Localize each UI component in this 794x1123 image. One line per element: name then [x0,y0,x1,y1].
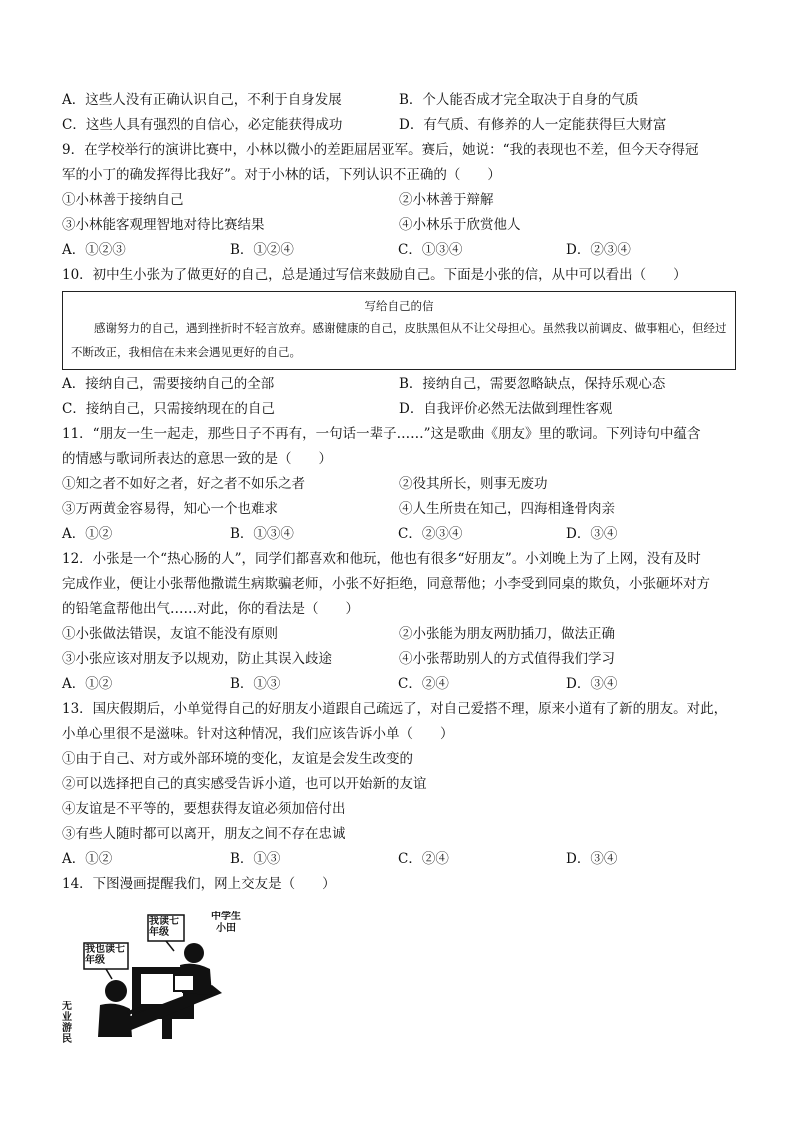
q11-option-a: A．①② [62,526,113,542]
q12-stem-line-2: 完成作业，便让小张帮他撒谎生病欺骗老师，小张不好拒绝，同意帮他；小李受到同桌的欺负，小张砸坏对方 [62,576,710,592]
q8-options-row-1 [62,88,736,113]
q10-letter-body: 感谢努力的自己，遇到挫折时不轻言放弃。感谢健康的自己，皮肤黑但从不让父母担心。虽然我以前调皮、做事粗心，但经过不断改正，我相信在未来会遇见更好的自己。 [71,321,727,359]
q12-option-c: C．②④ [398,676,449,692]
q11-statement-2: ②役其所长，则事无废功 [399,476,548,492]
q13-options-row [62,847,736,872]
q10-stem: 10．初中生小张为了做更好的自己，总是通过写信来鼓励自己。下面是小张的信，从中可以看出（ ） [62,267,687,283]
q9-option-b: B．①②④ [230,242,294,258]
q11-option-b: B．①③④ [230,526,294,542]
q8-options-row-2 [62,113,736,138]
q12-options-row [62,672,736,697]
q11-options-row [62,522,736,547]
cartoon-label-man: 无业游民 [62,1001,72,1044]
q9-option-d: D．②③④ [566,242,631,258]
q12-statements-row-1 [62,622,736,647]
q11-statements-row-2 [62,497,736,522]
q13-statement-4: ③有些人随时都可以离开，朋友之间不存在忠诚 [62,826,346,842]
q11-statement-3: ③万两黄金容易得，知心一个也难求 [62,501,278,517]
q12-option-d: D．③④ [566,676,618,692]
q12-statements-row-2 [62,647,736,672]
q8-option-c: C．这些人具有强烈的自信心，必定能获得成功 [62,117,343,133]
q12-statement-4: ④小张帮助别人的方式值得我们学习 [399,651,615,667]
q12-statement-3: ③小张应该对朋友予以规劝，防止其误入歧途 [62,651,332,667]
q13-statement-2: ②可以选择把自己的真实感受告诉小道，也可以开始新的友谊 [62,776,427,792]
q9-statements-row-1 [62,188,736,213]
q9-option-c: C．①③④ [398,242,463,258]
q10-option-b: B．接纳自己，需要忽略缺点，保持乐观心态 [399,376,666,392]
q9-statements-row-2 [62,213,736,238]
q9-options-row [62,238,736,263]
q13-stem-line-1: 13．国庆假期后，小单觉得自己的好朋友小道跟自己疏远了，对自己爱搭不理，原来小道有了新的朋友。对此， [62,701,728,717]
exam-page [62,88,736,1048]
q11-statements-row-1 [62,472,736,497]
q10-option-d: D．自我评价必然无法做到理性客观 [399,401,613,417]
cartoon-bubble-man-text: 我也读七年级 [85,944,125,966]
q12-stem-line-3: 的铅笔盒帮他出气……对此，你的看法是（ ） [62,601,359,617]
q10-option-a: A．接纳自己，需要接纳自己的全部 [62,376,275,392]
cartoon-label-student: 中学生小田 [211,911,241,934]
q11-statement-4: ④人生所贵在知己，四海相逢骨肉亲 [399,501,615,517]
q11-stem-line-1: 11．“朋友一生一起走，那些日子不再有，一句话一辈子……”这是歌曲《朋友》里的歌词。下列诗句中蕴含 [62,426,701,442]
q12-stem-line-1: 12．小张是一个“热心肠的人”，同学们都喜欢和他玩，他也有很多“好朋友”。小刘晚上为了上网，没有及时 [62,551,701,567]
q10-options-row-1 [62,372,736,397]
q12-option-b: B．①③ [230,676,281,692]
q9-option-a: A．①②③ [62,242,126,258]
q9-stem-line-2: 军的小丁的确发挥得比我好”。对于小林的话，下列认识不正确的（ ） [62,167,501,183]
q9-statement-2: ②小林善于辩解 [399,192,494,208]
q9-statement-1: ①小林善于接纳自己 [62,192,184,208]
q10-option-c: C．接纳自己，只需接纳现在的自己 [62,401,275,417]
q13-stem-line-2: 小单心里很不是滋味。针对这种情况，我们应该告诉小单（ ） [62,726,454,742]
q13-statement-1: ①由于自己、对方或外部环境的变化，友谊是会发生改变的 [62,751,413,767]
q9-stem-line-1: 9．在学校举行的演讲比赛中，小林以微小的差距屈居亚军。赛后，她说：“我的表现也不差，但今天夺得冠 [62,142,699,158]
q14-cartoon [62,909,262,1044]
q13-statement-3: ④友谊是不平等的，要想获得友谊必须加倍付出 [62,801,346,817]
q13-option-d: D．③④ [566,851,618,867]
q11-stem-line-2: 的情感与歌词所表达的意思一致的是（ ） [62,451,332,467]
q12-option-a: A．①② [62,676,113,692]
q10-letter-title: 写给自己的信 [364,299,434,313]
q13-option-a: A．①② [62,851,113,867]
q12-statement-1: ①小张做法错误，友谊不能没有原则 [62,626,278,642]
q8-option-a: A．这些人没有正确认识自己，不利于自身发展 [62,92,342,108]
q12-statement-2: ②小张能为朋友两肋插刀，做法正确 [399,626,615,642]
q11-option-d: D．③④ [566,526,618,542]
q11-option-c: C．②③④ [398,526,463,542]
q10-letter-box [62,291,736,370]
q13-option-b: B．①③ [230,851,281,867]
q10-options-row-2 [62,397,736,422]
q9-statement-4: ④小林乐于欣赏他人 [399,217,521,233]
q11-statement-1: ①知之者不如好之者，好之者不如乐之者 [62,476,305,492]
q13-option-c: C．②④ [398,851,449,867]
q8-option-b: B．个人能否成才完全取决于自身的气质 [399,92,639,108]
q14-stem: 14．下图漫画提醒我们，网上交友是（ ） [62,876,336,892]
q8-option-d: D．有气质、有修养的人一定能获得巨大财富 [399,117,667,133]
cartoon-bubble-student-text: 我读七年级 [149,916,179,938]
q9-statement-3: ③小林能客观理智地对待比赛结果 [62,217,265,233]
